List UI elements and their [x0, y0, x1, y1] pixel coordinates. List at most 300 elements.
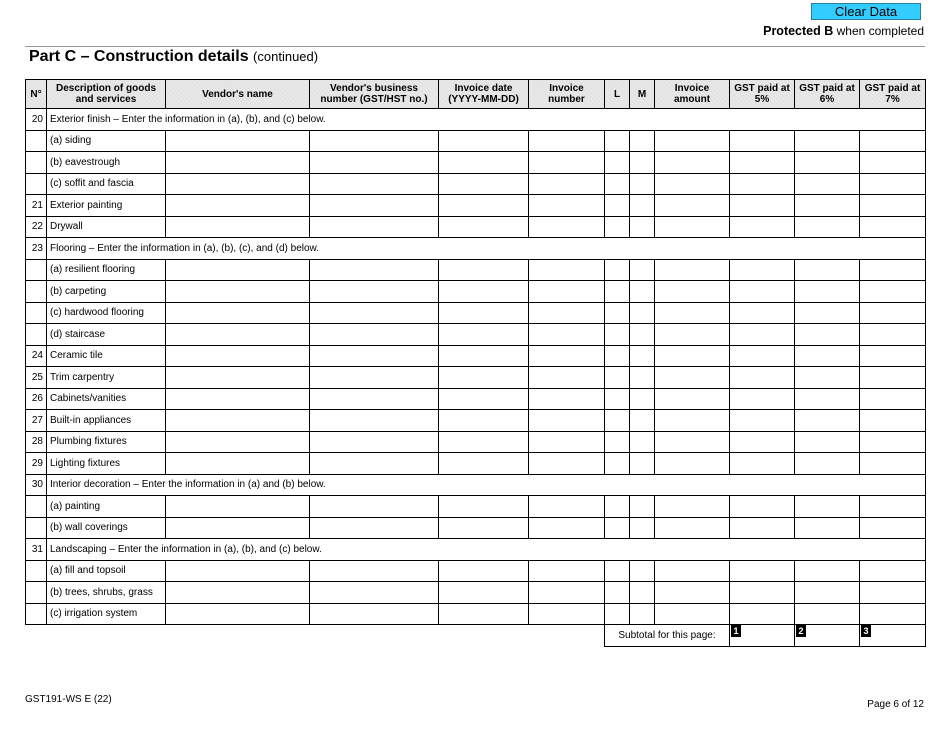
- invoice-number-field[interactable]: [529, 195, 605, 217]
- l-field[interactable]: [605, 496, 630, 518]
- l-field[interactable]: [605, 582, 630, 604]
- row-number: [26, 130, 47, 152]
- invoice-amount-field[interactable]: [655, 453, 730, 475]
- m-field[interactable]: [630, 281, 655, 303]
- invoice-date-field[interactable]: [439, 410, 529, 432]
- col-header-invoice-date: Invoice date (YYYY-MM-DD): [439, 80, 529, 109]
- invoice-date-field[interactable]: [439, 582, 529, 604]
- row-number: 29: [26, 453, 47, 475]
- gst-6-field[interactable]: [795, 259, 860, 281]
- table-row: [26, 130, 926, 152]
- m-field[interactable]: [630, 173, 655, 195]
- subtotal-gst-field-2[interactable]: [795, 625, 860, 647]
- section-row: [26, 474, 926, 496]
- invoice-amount-field[interactable]: [655, 388, 730, 410]
- gst-7-field[interactable]: [860, 582, 926, 604]
- table-row: [26, 367, 926, 389]
- vendor-name-field[interactable]: [166, 517, 310, 539]
- row-description: Exterior painting: [47, 195, 166, 217]
- gst-6-field[interactable]: [795, 345, 860, 367]
- invoice-number-field[interactable]: [529, 367, 605, 389]
- gst-7-field[interactable]: [860, 603, 926, 625]
- gst-6-field[interactable]: [795, 431, 860, 453]
- business-number-field[interactable]: [310, 388, 439, 410]
- row-description: Ceramic tile: [47, 345, 166, 367]
- l-field[interactable]: [605, 453, 630, 475]
- clear-data-button[interactable]: Clear Data: [811, 3, 921, 20]
- invoice-amount-field[interactable]: [655, 367, 730, 389]
- row-description: (b) wall coverings: [47, 517, 166, 539]
- col-header-invoice-number: Invoice number: [529, 80, 605, 109]
- l-field[interactable]: [605, 388, 630, 410]
- row-description: Cabinets/vanities: [47, 388, 166, 410]
- invoice-date-field[interactable]: [439, 453, 529, 475]
- row-number: [26, 603, 47, 625]
- business-number-field[interactable]: [310, 259, 439, 281]
- gst-7-field[interactable]: [860, 560, 926, 582]
- table-row: [26, 388, 926, 410]
- table-row: [26, 560, 926, 582]
- invoice-date-field[interactable]: [439, 603, 529, 625]
- gst-6-field[interactable]: [795, 216, 860, 238]
- invoice-date-field[interactable]: [439, 345, 529, 367]
- gst-6-field[interactable]: [795, 603, 860, 625]
- business-number-field[interactable]: [310, 130, 439, 152]
- form-identifier: GST191-WS E (22): [25, 694, 112, 705]
- page-title: [29, 48, 318, 66]
- m-field[interactable]: [630, 152, 655, 174]
- invoice-number-field[interactable]: [529, 582, 605, 604]
- invoice-number-field[interactable]: [529, 453, 605, 475]
- business-number-field[interactable]: [310, 496, 439, 518]
- invoice-number-field[interactable]: [529, 388, 605, 410]
- section-description: Landscaping – Enter the information in (a), (b), and (c) below.: [47, 539, 926, 561]
- table-row: [26, 517, 926, 539]
- row-number: [26, 496, 47, 518]
- col-header-vendor-name: Vendor's name: [166, 80, 310, 109]
- business-number-field[interactable]: [310, 603, 439, 625]
- vendor-name-field[interactable]: [166, 453, 310, 475]
- table-header-row: [26, 80, 926, 109]
- invoice-amount-field[interactable]: [655, 431, 730, 453]
- invoice-date-field[interactable]: [439, 130, 529, 152]
- gst-7-field[interactable]: [860, 302, 926, 324]
- col-header-business-number: Vendor's business number (GST/HST no.): [310, 80, 439, 109]
- vendor-name-field[interactable]: [166, 130, 310, 152]
- invoice-number-field[interactable]: [529, 410, 605, 432]
- row-number: [26, 560, 47, 582]
- protected-b-note: when completed: [836, 24, 924, 38]
- row-number: 28: [26, 431, 47, 453]
- table-row: [26, 453, 926, 475]
- invoice-amount-field[interactable]: [655, 195, 730, 217]
- col-header-gst-6: GST paid at 6%: [795, 80, 860, 109]
- table-row: [26, 152, 926, 174]
- invoice-amount-field[interactable]: [655, 173, 730, 195]
- row-number: 20: [26, 109, 47, 131]
- col-header-description: Description of goods and services: [47, 80, 166, 109]
- gst-7-field[interactable]: [860, 345, 926, 367]
- vendor-name-field[interactable]: [166, 431, 310, 453]
- vendor-name-field[interactable]: [166, 195, 310, 217]
- invoice-number-field[interactable]: [529, 130, 605, 152]
- row-number: [26, 152, 47, 174]
- row-number: 25: [26, 367, 47, 389]
- invoice-amount-field[interactable]: [655, 152, 730, 174]
- gst-7-field[interactable]: [860, 173, 926, 195]
- gst-6-field[interactable]: [795, 560, 860, 582]
- invoice-date-field[interactable]: [439, 560, 529, 582]
- col-header-invoice-amount: Invoice amount: [655, 80, 730, 109]
- gst-6-field[interactable]: [795, 173, 860, 195]
- l-field[interactable]: [605, 152, 630, 174]
- gst-5-field[interactable]: [730, 259, 795, 281]
- invoice-date-field[interactable]: [439, 388, 529, 410]
- gst-5-field[interactable]: [730, 195, 795, 217]
- invoice-amount-field[interactable]: [655, 281, 730, 303]
- vendor-name-field[interactable]: [166, 410, 310, 432]
- row-number: 31: [26, 539, 47, 561]
- table-row: [26, 259, 926, 281]
- business-number-field[interactable]: [310, 152, 439, 174]
- l-field[interactable]: [605, 410, 630, 432]
- invoice-number-field[interactable]: [529, 216, 605, 238]
- part-title-continued: (continued): [253, 49, 319, 64]
- gst-5-field[interactable]: [730, 173, 795, 195]
- invoice-number-field[interactable]: [529, 281, 605, 303]
- row-description: (d) staircase: [47, 324, 166, 346]
- table-row: [26, 173, 926, 195]
- l-field[interactable]: [605, 173, 630, 195]
- gst-5-field[interactable]: [730, 324, 795, 346]
- business-number-field[interactable]: [310, 431, 439, 453]
- gst-6-field[interactable]: [795, 367, 860, 389]
- invoice-number-field[interactable]: [529, 302, 605, 324]
- gst-5-field[interactable]: [730, 345, 795, 367]
- vendor-name-field[interactable]: [166, 496, 310, 518]
- gst-6-field[interactable]: [795, 582, 860, 604]
- gst-7-field[interactable]: [860, 152, 926, 174]
- m-field[interactable]: [630, 388, 655, 410]
- l-field[interactable]: [605, 259, 630, 281]
- gst-5-field[interactable]: [730, 560, 795, 582]
- l-field[interactable]: [605, 302, 630, 324]
- invoice-date-field[interactable]: [439, 152, 529, 174]
- table-row: [26, 281, 926, 303]
- invoice-date-field[interactable]: [439, 173, 529, 195]
- col-header-gst-5: GST paid at 5%: [730, 80, 795, 109]
- gst-6-field[interactable]: [795, 152, 860, 174]
- gst-5-field[interactable]: [730, 388, 795, 410]
- row-number: 23: [26, 238, 47, 260]
- m-field[interactable]: [630, 130, 655, 152]
- invoice-number-field[interactable]: [529, 152, 605, 174]
- row-description: (a) siding: [47, 130, 166, 152]
- table-row: [26, 216, 926, 238]
- m-field[interactable]: [630, 324, 655, 346]
- table-row: [26, 582, 926, 604]
- page-number: Page 6 of 12: [867, 699, 924, 710]
- invoice-amount-field[interactable]: [655, 560, 730, 582]
- row-number: 27: [26, 410, 47, 432]
- invoice-number-field[interactable]: [529, 345, 605, 367]
- invoice-number-field[interactable]: [529, 560, 605, 582]
- row-description: (b) eavestrough: [47, 152, 166, 174]
- gst-7-field[interactable]: [860, 517, 926, 539]
- gst-6-field[interactable]: [795, 302, 860, 324]
- table-row: [26, 302, 926, 324]
- gst-7-field[interactable]: [860, 410, 926, 432]
- invoice-number-field[interactable]: [529, 259, 605, 281]
- business-number-field[interactable]: [310, 410, 439, 432]
- gst-5-field[interactable]: [730, 603, 795, 625]
- gst-7-field[interactable]: [860, 431, 926, 453]
- gst-7-field[interactable]: [860, 195, 926, 217]
- invoice-amount-field[interactable]: [655, 496, 730, 518]
- gst-5-field[interactable]: [730, 130, 795, 152]
- col-header-m: M: [630, 80, 655, 109]
- vendor-name-field[interactable]: [166, 345, 310, 367]
- line-number-badge: 1: [731, 625, 741, 637]
- table-row: [26, 195, 926, 217]
- invoice-number-field[interactable]: [529, 173, 605, 195]
- gst-7-field[interactable]: [860, 130, 926, 152]
- invoice-amount-field[interactable]: [655, 517, 730, 539]
- construction-details-table: [25, 79, 926, 647]
- invoice-date-field[interactable]: [439, 324, 529, 346]
- m-field[interactable]: [630, 431, 655, 453]
- gst-7-field[interactable]: [860, 453, 926, 475]
- invoice-date-field[interactable]: [439, 259, 529, 281]
- gst-5-field[interactable]: [730, 216, 795, 238]
- invoice-date-field[interactable]: [439, 367, 529, 389]
- business-number-field[interactable]: [310, 560, 439, 582]
- business-number-field[interactable]: [310, 367, 439, 389]
- l-field[interactable]: [605, 517, 630, 539]
- row-number: 22: [26, 216, 47, 238]
- gst-5-field[interactable]: [730, 453, 795, 475]
- col-header-l: L: [605, 80, 630, 109]
- table-row: [26, 324, 926, 346]
- invoice-date-field[interactable]: [439, 496, 529, 518]
- invoice-number-field[interactable]: [529, 603, 605, 625]
- gst-6-field[interactable]: [795, 388, 860, 410]
- row-description: (c) irrigation system: [47, 603, 166, 625]
- subtotal-spacer: [26, 625, 605, 647]
- row-description: Built-in appliances: [47, 410, 166, 432]
- business-number-field[interactable]: [310, 302, 439, 324]
- section-row: [26, 238, 926, 260]
- section-row: [26, 539, 926, 561]
- l-field[interactable]: [605, 216, 630, 238]
- m-field[interactable]: [630, 259, 655, 281]
- table-row: [26, 431, 926, 453]
- vendor-name-field[interactable]: [166, 603, 310, 625]
- business-number-field[interactable]: [310, 324, 439, 346]
- invoice-amount-field[interactable]: [655, 302, 730, 324]
- gst-6-field[interactable]: [795, 517, 860, 539]
- row-number: [26, 517, 47, 539]
- invoice-number-field[interactable]: [529, 431, 605, 453]
- row-description: Lighting fixtures: [47, 453, 166, 475]
- subtotal-row: [26, 625, 926, 647]
- row-number: 26: [26, 388, 47, 410]
- header-divider: [25, 46, 925, 47]
- gst-7-field[interactable]: [860, 388, 926, 410]
- vendor-name-field[interactable]: [166, 216, 310, 238]
- table-row: [26, 496, 926, 518]
- table-body: [26, 109, 926, 647]
- l-field[interactable]: [605, 560, 630, 582]
- row-number: [26, 259, 47, 281]
- line-number-badge: 2: [796, 625, 806, 637]
- invoice-date-field[interactable]: [439, 431, 529, 453]
- invoice-number-field[interactable]: [529, 324, 605, 346]
- section-description: Flooring – Enter the information in (a), (b), (c), and (d) below.: [47, 238, 926, 260]
- gst-6-field[interactable]: [795, 195, 860, 217]
- gst-5-field[interactable]: [730, 431, 795, 453]
- row-number: 24: [26, 345, 47, 367]
- gst-5-field[interactable]: [730, 496, 795, 518]
- invoice-date-field[interactable]: [439, 517, 529, 539]
- gst-7-field[interactable]: [860, 281, 926, 303]
- m-field[interactable]: [630, 496, 655, 518]
- business-number-field[interactable]: [310, 173, 439, 195]
- gst-6-field[interactable]: [795, 496, 860, 518]
- m-field[interactable]: [630, 345, 655, 367]
- vendor-name-field[interactable]: [166, 367, 310, 389]
- section-description: Exterior finish – Enter the information in (a), (b), and (c) below.: [47, 109, 926, 131]
- invoice-amount-field[interactable]: [655, 603, 730, 625]
- invoice-amount-field[interactable]: [655, 130, 730, 152]
- l-field[interactable]: [605, 345, 630, 367]
- row-description: (b) carpeting: [47, 281, 166, 303]
- invoice-amount-field[interactable]: [655, 259, 730, 281]
- invoice-amount-field[interactable]: [655, 324, 730, 346]
- row-description: (b) trees, shrubs, grass: [47, 582, 166, 604]
- business-number-field[interactable]: [310, 517, 439, 539]
- invoice-date-field[interactable]: [439, 302, 529, 324]
- subtotal-gst-field-1[interactable]: [730, 625, 795, 647]
- vendor-name-field[interactable]: [166, 173, 310, 195]
- gst-6-field[interactable]: [795, 130, 860, 152]
- gst-5-field[interactable]: [730, 281, 795, 303]
- row-number: 30: [26, 474, 47, 496]
- invoice-amount-field[interactable]: [655, 582, 730, 604]
- part-title-main: Part C – Construction details: [29, 48, 249, 65]
- business-number-field[interactable]: [310, 216, 439, 238]
- business-number-field[interactable]: [310, 281, 439, 303]
- m-field[interactable]: [630, 517, 655, 539]
- vendor-name-field[interactable]: [166, 388, 310, 410]
- m-field[interactable]: [630, 410, 655, 432]
- vendor-name-field[interactable]: [166, 259, 310, 281]
- line-number-badge: 3: [861, 625, 871, 637]
- gst-6-field[interactable]: [795, 281, 860, 303]
- invoice-date-field[interactable]: [439, 216, 529, 238]
- l-field[interactable]: [605, 431, 630, 453]
- col-header-gst-7: GST paid at 7%: [860, 80, 926, 109]
- row-number: 21: [26, 195, 47, 217]
- row-number: [26, 173, 47, 195]
- business-number-field[interactable]: [310, 345, 439, 367]
- business-number-field[interactable]: [310, 453, 439, 475]
- invoice-amount-field[interactable]: [655, 345, 730, 367]
- vendor-name-field[interactable]: [166, 560, 310, 582]
- gst-5-field[interactable]: [730, 582, 795, 604]
- m-field[interactable]: [630, 302, 655, 324]
- gst-7-field[interactable]: [860, 367, 926, 389]
- invoice-number-field[interactable]: [529, 496, 605, 518]
- table-row: [26, 603, 926, 625]
- subtotal-gst-field-3[interactable]: [860, 625, 926, 647]
- row-description: Drywall: [47, 216, 166, 238]
- l-field[interactable]: [605, 367, 630, 389]
- m-field[interactable]: [630, 453, 655, 475]
- row-description: (a) fill and topsoil: [47, 560, 166, 582]
- m-field[interactable]: [630, 603, 655, 625]
- row-description: Plumbing fixtures: [47, 431, 166, 453]
- gst-7-field[interactable]: [860, 324, 926, 346]
- vendor-name-field[interactable]: [166, 302, 310, 324]
- row-number: [26, 302, 47, 324]
- invoice-number-field[interactable]: [529, 517, 605, 539]
- business-number-field[interactable]: [310, 195, 439, 217]
- m-field[interactable]: [630, 367, 655, 389]
- row-number: [26, 281, 47, 303]
- l-field[interactable]: [605, 603, 630, 625]
- gst-5-field[interactable]: [730, 410, 795, 432]
- gst-7-field[interactable]: [860, 216, 926, 238]
- gst-6-field[interactable]: [795, 410, 860, 432]
- row-description: (a) painting: [47, 496, 166, 518]
- invoice-date-field[interactable]: [439, 281, 529, 303]
- vendor-name-field[interactable]: [166, 324, 310, 346]
- m-field[interactable]: [630, 216, 655, 238]
- gst-5-field[interactable]: [730, 152, 795, 174]
- vendor-name-field[interactable]: [166, 582, 310, 604]
- row-description: Trim carpentry: [47, 367, 166, 389]
- row-description: (a) resilient flooring: [47, 259, 166, 281]
- gst-7-field[interactable]: [860, 259, 926, 281]
- row-description: (c) hardwood flooring: [47, 302, 166, 324]
- vendor-name-field[interactable]: [166, 281, 310, 303]
- protected-b-notice: [763, 24, 924, 38]
- l-field[interactable]: [605, 130, 630, 152]
- invoice-amount-field[interactable]: [655, 216, 730, 238]
- gst-5-field[interactable]: [730, 367, 795, 389]
- row-number: [26, 582, 47, 604]
- vendor-name-field[interactable]: [166, 152, 310, 174]
- gst-5-field[interactable]: [730, 517, 795, 539]
- business-number-field[interactable]: [310, 582, 439, 604]
- table-row: [26, 345, 926, 367]
- row-number: [26, 324, 47, 346]
- m-field[interactable]: [630, 582, 655, 604]
- gst-6-field[interactable]: [795, 324, 860, 346]
- l-field[interactable]: [605, 195, 630, 217]
- m-field[interactable]: [630, 195, 655, 217]
- gst-7-field[interactable]: [860, 496, 926, 518]
- invoice-amount-field[interactable]: [655, 410, 730, 432]
- invoice-date-field[interactable]: [439, 195, 529, 217]
- m-field[interactable]: [630, 560, 655, 582]
- l-field[interactable]: [605, 281, 630, 303]
- gst-6-field[interactable]: [795, 453, 860, 475]
- l-field[interactable]: [605, 324, 630, 346]
- section-description: Interior decoration – Enter the information in (a) and (b) below.: [47, 474, 926, 496]
- gst-5-field[interactable]: [730, 302, 795, 324]
